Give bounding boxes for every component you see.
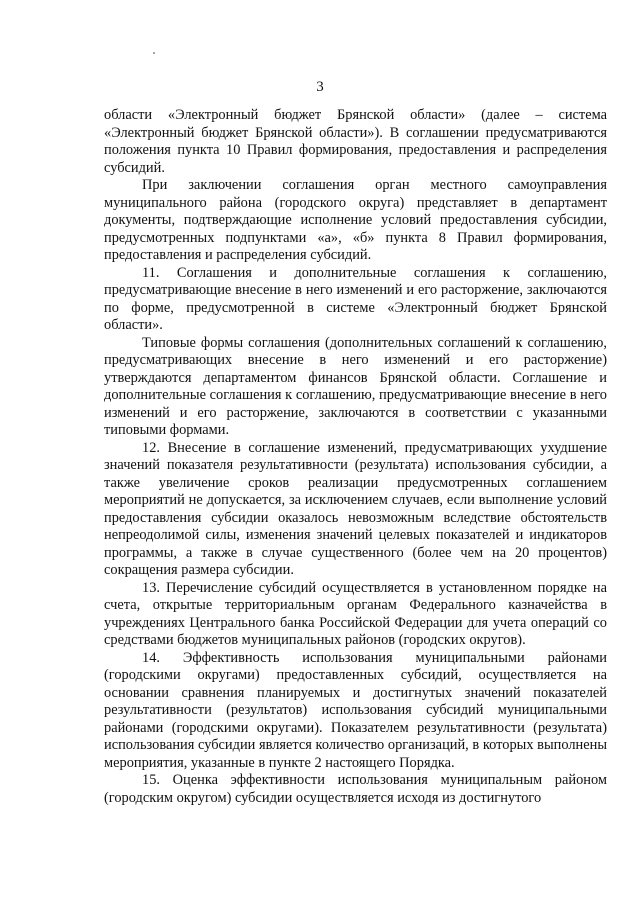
paragraph-13: 13. Перечисление субсидий осуществляется в установленном порядке на счета, открытые территориальным органам Федерального казначейства в учреждениях Центрального банка Российской Федерации для учета операций со средствами бюджетов муниципальных районов (городских округов). bbox=[104, 579, 607, 648]
paragraph-agreement-documents: При заключении соглашения орган местного самоуправления муниципального района (городского округа) представляет в департамент документы, подтверждающие исполнение условий предоставления субсидии, предусмотренных подпунктами «а», «б» пункта 8 Правил формирования, предоставления и распределения субсидий. bbox=[104, 177, 607, 263]
scan-speck bbox=[153, 52, 155, 54]
page-number: 3 bbox=[316, 79, 324, 95]
paragraph-11: 11. Соглашения и дополнительные соглашения к соглашению, предусматривающие внесение в него изменений и его расторжение, заключаются по форме, предусмотренной в системе «Электронный бюджет Брянской области». bbox=[104, 264, 607, 333]
paragraph-15: 15. Оценка эффективности использования муниципальным районом (городским округом) субсидии осуществляется исходя из достигнутого bbox=[104, 772, 607, 806]
paragraph-12: 12. Внесение в соглашение изменений, предусматривающих ухудшение значений показателя результативности (результата) использования субсидии, а также увеличение сроков реализации предусмотренных соглашением мероприятий не допускается, за исключением случаев, если выполнение условий предоставления субсидии оказалось невозможным вследствие обстоятельств непреодолимой силы, изменения значений целевых показателей и индикаторов программы, а также в случае существенного (более чем на 20 процентов) сокращения размера субсидии. bbox=[104, 439, 607, 578]
paragraph-continuation: области «Электронный бюджет Брянской области» (далее – система «Электронный бюджет Брянской области»). В соглашении предусматриваются положения пункта 10 Правил формирования, предоставления и распределения субсидий. bbox=[104, 107, 607, 176]
paragraph-typical-forms: Типовые формы соглашения (дополнительных соглашений к соглашению, предусматривающих внесение в него изменений и его расторжение) утверждаются департаментом финансов Брянской области. Соглашение и дополнительные соглашения к соглашению, предусматривающие внесение в него изменений и его расторжение, заключаются в соответствии с указанными типовыми формами. bbox=[104, 334, 607, 438]
document-body bbox=[104, 107, 607, 807]
paragraph-14: 14. Эффективность использования муниципальными районами (городскими округами) предоставленных субсидий, осуществляется на основании сравнения планируемых и достигнутых значений показателей результативности (результатов) использования субсидий муниципальными районами (городскими округами). Показателем результативности (результата) использования субсидии является количество организаций, в которых выполнены мероприятия, указанные в пункте 2 настоящего Порядка. bbox=[104, 649, 607, 771]
